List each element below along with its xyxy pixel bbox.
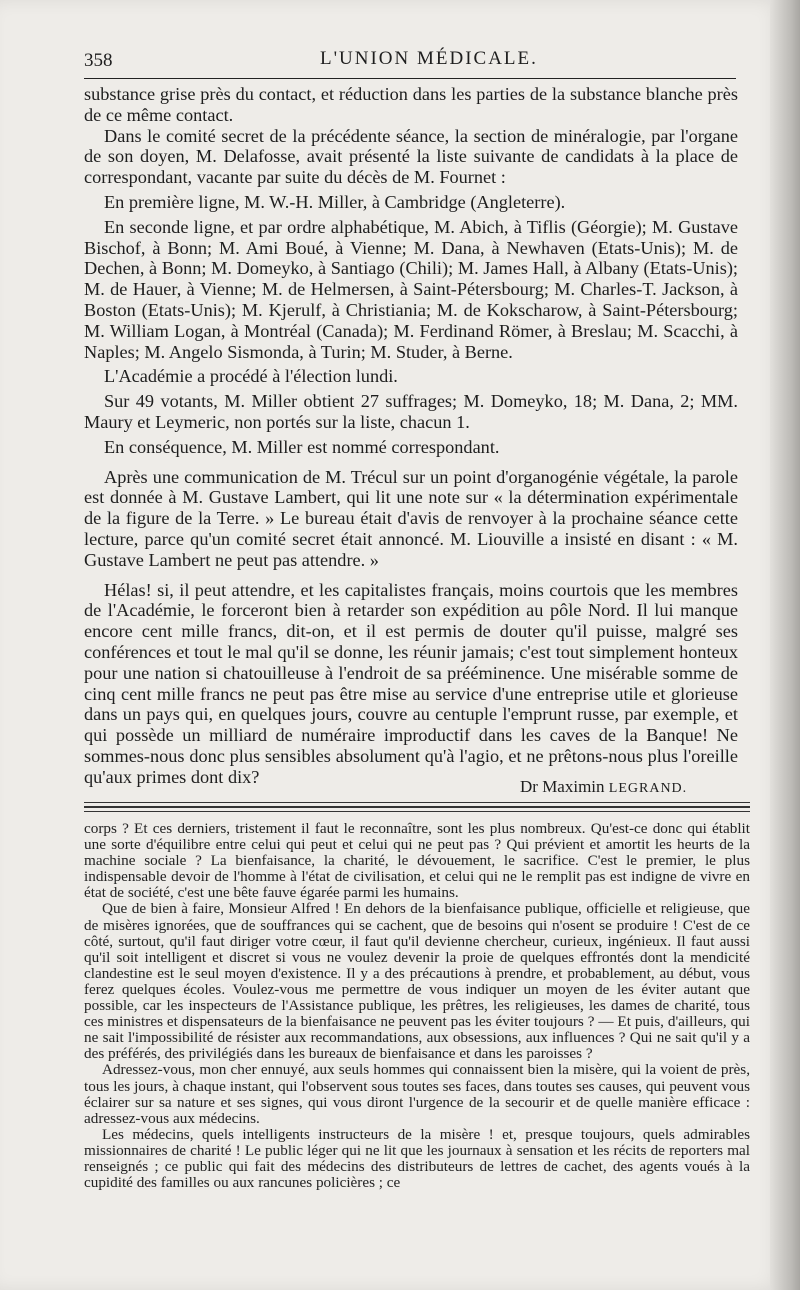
article-paragraph: En seconde ligne, et par ordre alphabétique, M. Abich, à Tiflis (Géorgie); M. Gustave Bischof, à Bonn; M. Ami Boué, à Vienne; M. Dana, à Newhaven (Etats-Unis); M. de Dechen, à Bonn; M. Domeyko, à Santiago (Chili); M. James Hall, à Albany (Etats-Unis); M. de Hauer, à Vienne; M. de Helmersen, à Saint-Pétersbourg; M. Charles-T. Jackson, à Boston (Etats-Unis); M. Kjerulf, à Christiania; M. de Kokscharow, à Saint-Pétersbourg; M. William Logan, à Montréal (Canada); M. Ferdinand Römer, à Breslau; M. Scacchi, à Naples; M. Angelo Sismonda, à Turin; M. Studer, à Berne. — [84, 216, 738, 362]
main-article — [84, 84, 738, 788]
article-paragraph: L'Académie a procédé à l'élection lundi. — [104, 366, 398, 387]
journal-title: L'UNION MÉDICALE. — [320, 48, 538, 69]
feuilleton-rule-thin-bottom — [84, 811, 750, 812]
header-rule — [84, 78, 736, 79]
feuilleton-paragraph: Adressez-vous, mon cher ennuyé, aux seuls hommes qui connaissent bien la misère, qui la voient de près, tous les jours, à chaque instant, qui l'observent sous toutes ses faces, dans toutes ses causes, qui peuvent vous éclairer sur sa nature et ses signes, qui vous diront l'urgence de la secourir et de quelle manière efficace : adressez-vous aux médecins. — [84, 1061, 750, 1127]
page-binding-shadow — [770, 0, 800, 1290]
article-paragraph: En première ligne, M. W.-H. Miller, à Cambridge (Angleterre). — [104, 191, 566, 212]
author-signature — [520, 777, 687, 797]
signature-name: Dr Maximin — [520, 777, 609, 796]
article-paragraph: Après une communication de M. Trécul sur un point d'organogénie végétale, la parole est donnée à M. Gustave Lambert, qui lit une note sur « la détermination expérimentale de la figure de la Terre. » Le bureau était d'avis de renvoyer à la prochaine séance cette lecture, parce qu'un comité secret était annoncé. M. Liouville a insisté en disant : « M. Gustave Lambert ne peut pas attendre. » — [84, 466, 738, 570]
signature-surname: LEGRAND. — [608, 781, 688, 796]
feuilleton-paragraph: Les médecins, quels intelligents instructeurs de la misère ! et, presque toujours, quels admirables missionnaires de charité ! Le public léger qui ne lit que les journaux à sensation et les récits de reporters mal renseignés ; ce public qui fait des médecins des distributeurs de lettres de cachet, des agents voués à la cupidité des familles ou aux rancunes policières ; ce — [84, 1125, 750, 1192]
article-paragraph: Hélas! si, il peut attendre, et les capitalistes français, moins courtois que les membres de l'Académie, le forceront bien à retarder son expédition au pôle Nord. Il lui manque encore cent mille francs, dit-on, et il est permis de douter qu'il puisse, malgré ses conférences et tout le mal qu'il se donne, les réunir jamais; c'est tout simplement honteux pour une nation si chatouilleuse à l'endroit de sa prééminence. Une misérable somme de cinq cent mille francs ne peut pas être mise au service d'une entreprise utile et glorieuse dans un pays qui, en quelques jours, couvre au centuple l'emprunt russe, par exemple, et qui possède un milliard de numéraire improductif dans les caves de la Banque! Ne sommes-nous donc plus sensibles absolument qu'à l'agio, et ne prêtons-nous plus l'oreille qu'aux primes dont dix? — [84, 579, 738, 787]
feuilleton-paragraph: corps ? Et ces derniers, tristement il faut le reconnaître, sont les plus nombreux. Qu'est-ce donc qui établit une sorte d'équilibre entre celui qui peut et celui qui ne peut pas ? Qui prévient et amortit les heurts de la machine sociale ? La bienfaisance, la charité, le dévouement, le sacrifice. C'est le premier, le plus indispensable devoir de l'homme à l'état de civilisation, et celui qui ne le remplit pas est indigne de vivre en état de société, c'est une bête fauve égarée parmi les humains. — [84, 820, 750, 902]
page-number: 358 — [84, 50, 113, 71]
feuilleton-paragraph: Que de bien à faire, Monsieur Alfred ! En dehors de la bienfaisance publique, officielle et religieuse, que de misères ignorées, que de souffrances qui se cachent, que de besoins qui n'osent se produire ! C'est de ce côté, surtout, qu'il faut diriger votre cœur, il faut qu'il devienne chercheur, curieux, ingénieux. Il faut aussi qu'il soit intelligent et discret si vous ne voulez devenir la proie de quelques effrontés dont la mendicité clandestine est le seul moyen d'existence. Il y a des précautions à prendre, et probablement, au début, vous ferez quelques écoles. Voulez-vous me permettre de vous indiquer un moyen de les éviter autant que possible, car les inspecteurs de l'Assistance publique, les prêtres, les religieuses, les dames de charité, tous ces ministres et dispensateurs de la bienfaisance ne peuvent pas les éviter toujours ? — Et puis, d'ailleurs, qui ne sait l'impossibilité de résister aux recommandations, aux obsessions, aux influences ? Qui ne sait qu'il y a des préférés, des privilégiés dans les bureaux de bienfaisance et dans les paroisses ? — [84, 900, 750, 1063]
feuilleton-section — [84, 821, 750, 1191]
article-paragraph: Dans le comité secret de la précédente séance, la section de minéralogie, par l'organe de son doyen, M. Delafosse, avait présenté la liste suivante de candidats à la place de correspondant, vacante par suite du décès de M. Fournet : — [84, 125, 738, 188]
feuilleton-rule-thin-top — [84, 802, 750, 803]
article-paragraph: En conséquence, M. Miller est nommé correspondant. — [104, 436, 500, 457]
feuilleton-rule-thick — [84, 806, 750, 808]
running-header — [84, 44, 744, 74]
article-paragraph: substance grise près du contact, et réduction dans les parties de la substance blanche près de ce même contact. — [84, 84, 738, 125]
article-paragraph: Sur 49 votants, M. Miller obtient 27 suffrages; M. Domeyko, 18; M. Dana, 2; MM. Maury et Leymeric, non portés sur la liste, chacun 1. — [84, 391, 738, 432]
